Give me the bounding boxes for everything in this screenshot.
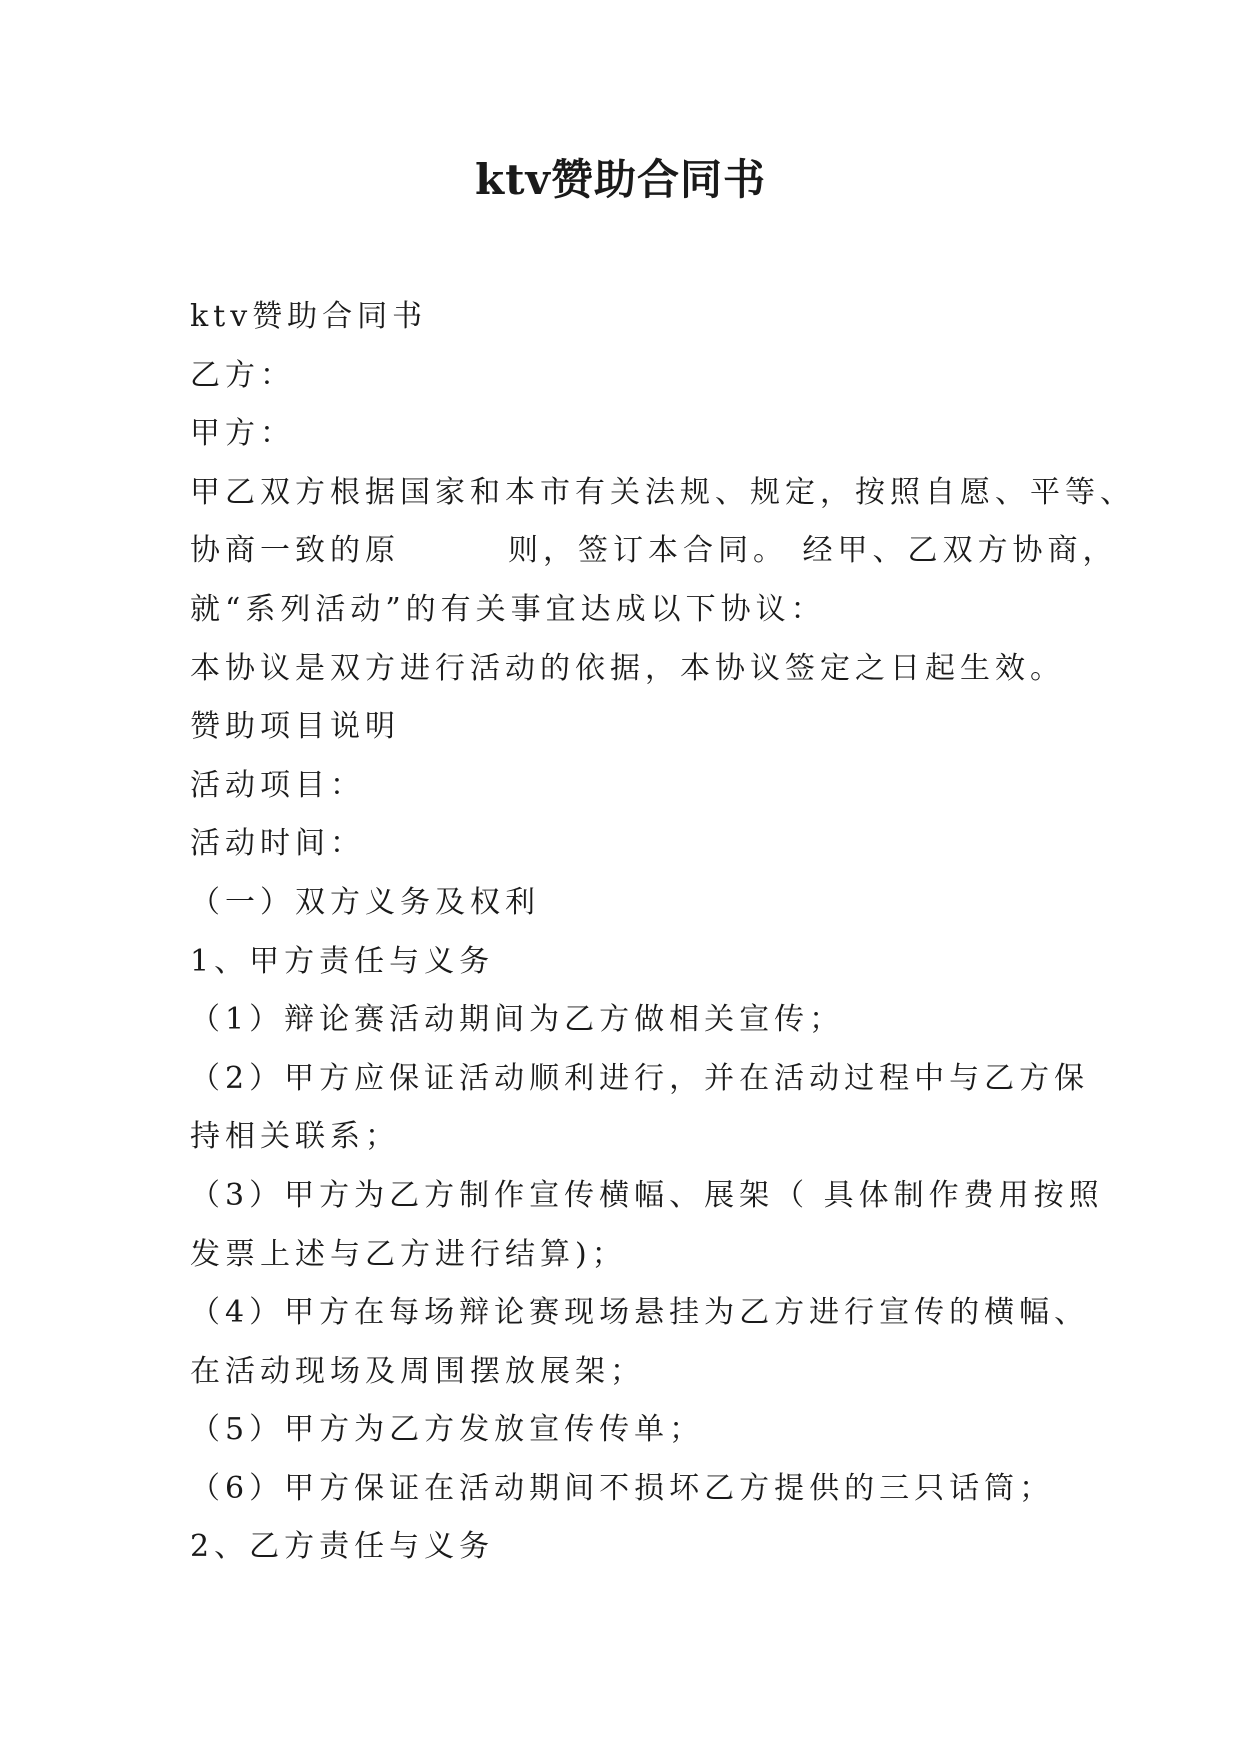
subsection-heading: 2、乙方责任与义务 [190, 1529, 495, 1565]
paragraph-fragment: 协商一致的原 [190, 533, 400, 569]
document-body [190, 288, 1135, 1577]
subtitle-line: ktv赞助合同书 [190, 299, 428, 334]
list-item-continuation: 在活动现场及周围摆放展架； [190, 1353, 645, 1389]
list-item: （6）甲方保证在活动期间不损坏乙方提供的三只话筒； [190, 1470, 1055, 1506]
field-line: 活动项目： [190, 767, 365, 803]
paragraph-line: 甲乙双方根据国家和本市有关法规、规定，按照自愿、平等、 [190, 474, 1135, 510]
party-b-line: 乙方： [190, 357, 295, 393]
list-item: （4）甲方在每场辩论赛现场悬挂为乙方进行宣传的横幅、 [190, 1295, 1090, 1331]
document-title: ktv赞助合同书 [475, 155, 766, 204]
list-item: （3）甲方为乙方制作宣传横幅、展架（ 具体制作费用按照 [190, 1177, 1104, 1213]
paragraph-line: 本协议是双方进行活动的依据，本协议签定之日起生效。 [190, 650, 1065, 686]
list-item: （2）甲方应保证活动顺利进行，并在活动过程中与乙方保 [190, 1060, 1090, 1096]
paragraph-line [190, 522, 1118, 581]
party-a-line: 甲方： [190, 416, 295, 452]
paragraph-fragment: 则，签订本合同。 经甲、乙双方协商， [508, 533, 1118, 569]
section-heading: 赞助项目说明 [190, 709, 400, 745]
section-heading: （一）双方义务及权利 [190, 884, 540, 920]
list-item: （1）辩论赛活动期间为乙方做相关宣传； [190, 1002, 845, 1038]
paragraph-line: 就“系列活动”的有关事宜达成以下协议： [190, 591, 826, 627]
subsection-heading: 1、甲方责任与义务 [190, 943, 495, 979]
field-line: 活动时间： [190, 826, 365, 862]
list-item-continuation: 发票上述与乙方进行结算)； [190, 1236, 627, 1272]
list-item: （5）甲方为乙方发放宣传传单； [190, 1412, 705, 1448]
list-item-continuation: 持相关联系； [190, 1119, 400, 1155]
